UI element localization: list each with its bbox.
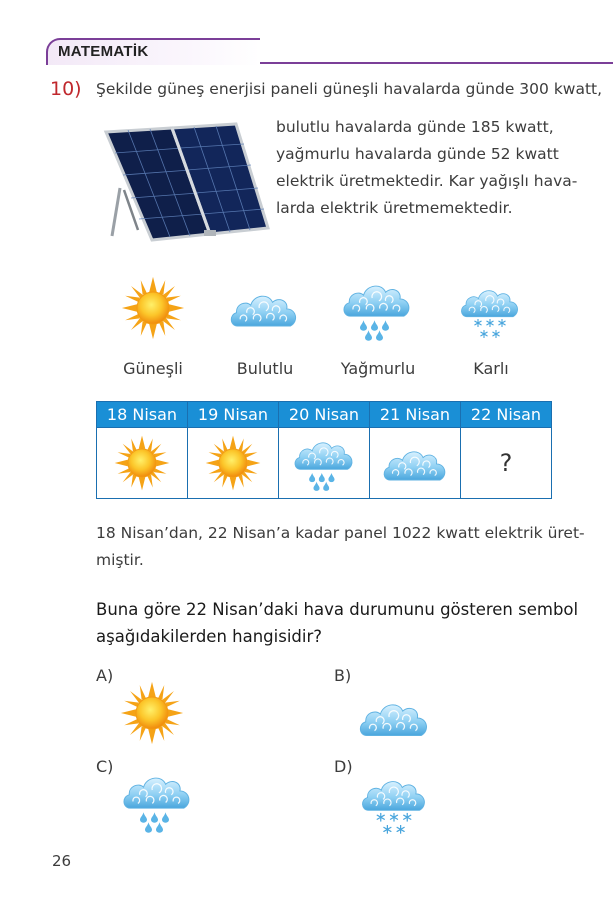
cloud-icon [381, 442, 449, 484]
table-row [97, 428, 552, 499]
cloud-icon [228, 286, 300, 330]
table-cell [279, 428, 370, 499]
option-d-label[interactable]: D) [334, 757, 353, 776]
solar-panel-image [98, 118, 270, 250]
statement-line-2: miştir. [96, 551, 144, 569]
question-number: 10) [50, 78, 82, 100]
snow-cloud-icon [458, 282, 522, 340]
legend-label-cloudy: Bulutlu [236, 359, 294, 378]
snow-cloud-icon[interactable] [357, 772, 431, 836]
table-cell [188, 428, 279, 499]
sun-icon [120, 275, 186, 341]
unknown-weather-mark: ? [499, 449, 513, 477]
prompt-line-2: aşağıdakilerden hangisidir? [96, 627, 323, 646]
weather-table [96, 401, 552, 499]
question-line-2: bulutlu havalarda günde 185 kwatt, [276, 118, 554, 136]
question-line-5: larda elektrik üretmemektedir. [276, 199, 513, 217]
option-b-label[interactable]: B) [334, 666, 352, 685]
table-cell [370, 428, 461, 499]
table-header: 19 Nisan [188, 402, 279, 428]
page-number: 26 [52, 852, 72, 870]
legend-label-snowy: Karlı [473, 359, 509, 378]
question-line-1: Şekilde güneş enerjisi paneli güneşli havalarda günde 300 kwatt, [96, 80, 603, 98]
cloud-icon[interactable] [357, 694, 431, 740]
option-c-label[interactable]: C) [96, 757, 114, 776]
table-cell [461, 428, 552, 499]
subject-title: MATEMATİK [58, 43, 149, 60]
question-line-3: yağmurlu havalarda günde 52 kwatt [276, 145, 559, 163]
sun-icon [204, 434, 262, 492]
table-header: 22 Nisan [461, 402, 552, 428]
rain-cloud-icon [291, 434, 357, 492]
rain-cloud-icon [340, 276, 414, 342]
statement-line-1: 18 Nisan’dan, 22 Nisan’a kadar panel 1022 kwatt elektrik üret- [96, 524, 585, 542]
rain-cloud-icon[interactable] [120, 768, 194, 834]
legend-label-rainy: Yağmurlu [340, 359, 416, 378]
option-a-label[interactable]: A) [96, 666, 114, 685]
table-header: 21 Nisan [370, 402, 461, 428]
table-header-row [97, 402, 552, 428]
table-cell [97, 428, 188, 499]
table-header: 18 Nisan [97, 402, 188, 428]
prompt-line-1: Buna göre 22 Nisan’daki hava durumunu gösteren sembol [96, 600, 579, 619]
question-line-4: elektrik üretmektedir. Kar yağışlı hava- [276, 172, 578, 190]
sun-icon[interactable] [119, 680, 185, 746]
sun-icon [113, 434, 171, 492]
table-header: 20 Nisan [279, 402, 370, 428]
legend-label-sunny: Güneşli [123, 359, 183, 378]
